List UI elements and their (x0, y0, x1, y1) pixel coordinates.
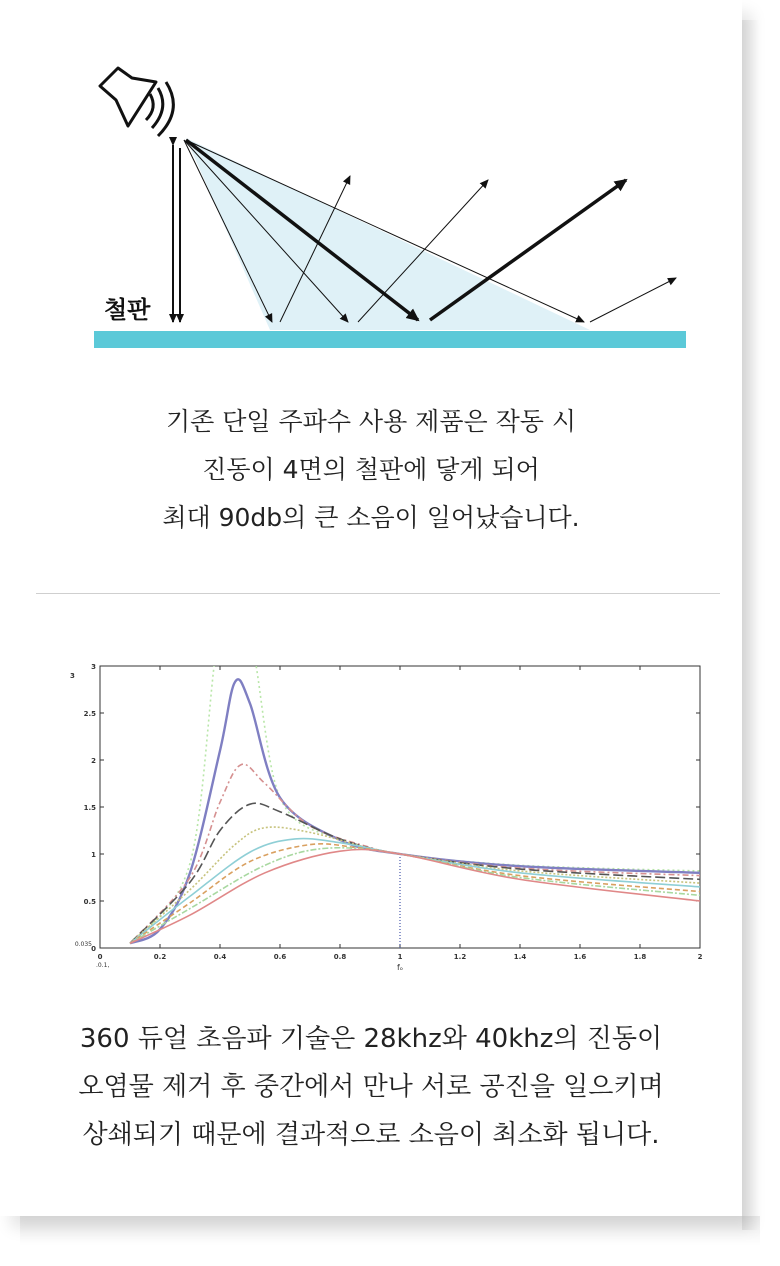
series-line (130, 764, 700, 943)
ray-out-main (430, 180, 626, 320)
y-tick-label: 3 (91, 663, 96, 671)
x-tick-label: 1.8 (633, 953, 647, 961)
ray-out-3 (590, 278, 676, 322)
caption-bottom-line: 360 듀얼 초음파 기술은 28khz와 40khz의 진동이 (79, 1024, 663, 1054)
speaker-icon (100, 68, 173, 136)
y-tick-label: 1.5 (83, 804, 96, 812)
series-line (130, 679, 700, 943)
x-tick-label: 0.4 (213, 953, 227, 961)
series-line (130, 848, 700, 944)
y-extra-label: 0.035 (74, 941, 92, 948)
caption-bottom-line: 오염물 제거 후 중간에서 만나 서로 공진을 일으키며 (78, 1072, 664, 1102)
frequency-response-chart (40, 650, 710, 980)
x-tick-label: 0 (97, 953, 103, 961)
steel-plate (94, 331, 686, 348)
caption-bottom-line: 상쇄되기 때문에 결과적으로 소음이 최소화 됩니다. (82, 1120, 660, 1150)
x-tick-label: 2 (697, 953, 703, 961)
section-divider (36, 593, 720, 594)
series-line (130, 650, 700, 943)
x-tick-label: 0.8 (333, 953, 347, 961)
sound-beam-area (186, 138, 590, 330)
y-tick-label: 2.5 (83, 710, 96, 718)
card-shadow (20, 1216, 760, 1246)
reflection-diagram (0, 0, 742, 360)
x-tick-label: 0.2 (153, 953, 167, 961)
caption-top-line: 진동이 4면의 철판에 닿게 되어 (202, 455, 540, 484)
caption-top-line: 최대 90db의 큰 소음이 일어났습니다. (162, 503, 580, 532)
y-extra-label: 3 (70, 672, 75, 680)
y-tick-label: 0 (91, 945, 96, 953)
y-tick-label: 0.5 (83, 898, 96, 906)
y-tick-label: 1 (91, 851, 96, 859)
x-tick-label: 1.6 (573, 953, 587, 961)
x-extra-label: fₒ (396, 963, 404, 972)
x-tick-label: 1 (397, 953, 403, 961)
x-tick-label: 1.2 (453, 953, 467, 961)
x-tick-label: 0.6 (273, 953, 287, 961)
caption-top (0, 398, 742, 542)
card-shadow (742, 20, 760, 1230)
x-extra-label: .0.1, (96, 962, 110, 969)
caption-bottom (0, 1015, 742, 1159)
caption-top-line: 기존 단일 주파수 사용 제품은 작동 시 (166, 407, 576, 436)
x-tick-label: 1.4 (513, 953, 527, 961)
y-tick-label: 2 (91, 757, 96, 765)
plate-label: 철판 (104, 296, 151, 324)
